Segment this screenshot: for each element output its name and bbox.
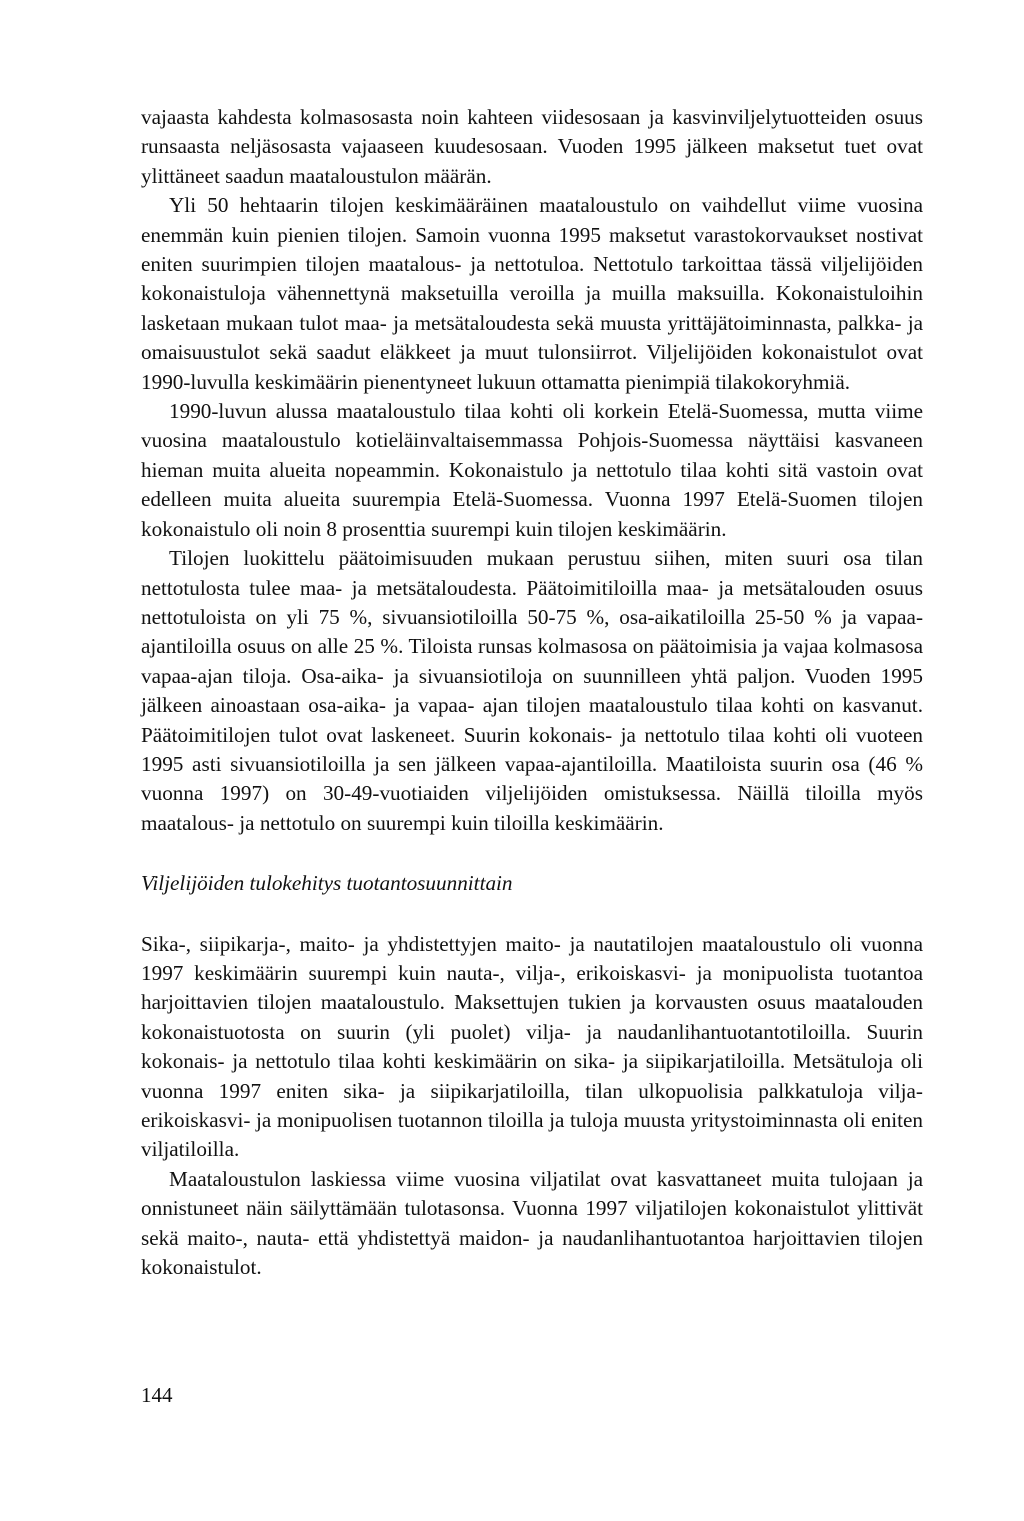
paragraph-classification: Tilojen luokittelu päätoimisuuden mukaan perustuu siihen, miten suuri osa tilan nettotulosta tulee maa- ja metsätaloudesta. Päätoimitiloilla maa- ja metsätalouden osuus nettotuloista on yli 75 %, sivuansiotiloilla 50-75 %, osa-aikatiloilla 25-50 % ja vapaa-ajantiloilla osuus on alle 25 %. Tiloista runsas kolmasosa on päätoimisia ja vajaa kolmasosa vapaa-ajan tiloja. Osa-aika- ja sivuansiotiloja on suunnilleen yhtä paljon. Vuoden 1995 jälkeen ainoastaan osa-aika- ja vapaa- ajan tilojen maataloustulo tilaa kohti on kasvanut. Päätoimitilojen tulot ovat laskeneet. Suurin kokonais- ja nettotulo tilaa kohti oli vuoteen 1995 asti sivuansiotiloilla ja sen jälkeen vapaa-ajantiloilla. Maatiloista suurin osa (46 % vuonna 1997) on 30-49-vuotiaiden viljelijöiden omistuksessa. Näillä tiloilla myös maatalous- ja nettotulo on suurempi kuin tiloilla keskimäärin. bbox=[141, 546, 923, 835]
paragraph-continuation: vajaasta kahdesta kolmasosasta noin kahteen viidesosaan ja kasvinviljelytuotteiden osuus runsaasta neljäsosasta vajaaseen kuudesosaan. Vuoden 1995 jälkeen maksetut tuet ovat ylittäneet saadun maataloustulon määrän. bbox=[141, 105, 923, 188]
body-text bbox=[141, 103, 923, 1282]
paragraph-grain-farms: Maataloustulon laskiessa viime vuosina viljatilat ovat kasvattaneet muita tulojaan ja onnistuneet näin säilyttämään tulotasonsa. Vuonna 1997 viljatilojen kokonaistulot ylittivät sekä maito-, nauta- että yhdistettyä maidon- ja naudanlihantuotantoa harjoittavien tilojen kokonaistulot. bbox=[141, 1166, 923, 1280]
paragraph-farm-size: Yli 50 hehtaarin tilojen keskimääräinen maataloustulo on vaihdellut viime vuosina enemmän kuin pienien tilojen. Samoin vuonna 1995 maksetut varastokorvaukset nostivat eniten suurimpien tilojen maatalous- ja nettotuloa. Nettotulo tarkoittaa tässä viljelijöiden kokonaistuloja vähennettynä maksetuilla veroilla ja muilla maksuilla. Kokonaistuloihin lasketaan mukaan tulot maa- ja metsätaloudesta sekä muusta yrittäjätoiminnasta, palkka- ja omaisuustulot sekä saadut eläkkeet ja muut tulonsiirrot. Viljelijöiden kokonaistulot ovat 1990-luvulla keskimäärin pienentyneet lukuun ottamatta pienimpiä tilakokoryhmiä. bbox=[141, 193, 923, 394]
paragraph-production-types: Sika-, siipikarja-, maito- ja yhdistettyjen maito- ja nautatilojen maataloustulo oli vuonna 1997 keskimäärin suurempi kuin nauta-, vilja-, erikoiskasvi- ja monipuolista tuotantoa harjoittavien tilojen maataloustulo. Maksettujen tukien ja korvausten osuus maatalouden kokonaistuotosta on suurin (yli puolet) vilja- ja naudanlihantuotantotiloilla. Suurin kokonais- ja nettotulo tilaa kohti keskimäärin on sika- ja siipikarjatiloilla. Metsätuloja oli vuonna 1997 eniten sika- ja siipikarjatiloilla, tilan ulkopuolisia palkkatuloja vilja- erikoiskasvi- ja monipuolisen tuotannon tiloilla ja tuloja muusta yritystoiminnasta oli eniten viljatiloilla. bbox=[141, 931, 923, 1162]
page-number: 144 bbox=[141, 1383, 173, 1407]
paragraph-regions: 1990-luvun alussa maataloustulo tilaa kohti oli korkein Etelä-Suomessa, mutta viime vuosina maataloustulo kotieläinvaltaisemmassa Pohjois-Suomessa näyttäisi kasvaneen hieman muita alueita nopeammin. Kokonaistulo ja nettotulo tilaa kohti sitä vastoin ovat edelleen muita alueita suurempia Etelä-Suomessa. Vuonna 1997 Etelä-Suomen tilojen kokonaistulo oli noin 8 prosenttia suurempi kuin tilojen keskimäärin. bbox=[141, 399, 923, 541]
section-heading: Viljelijöiden tulokehitys tuotantosuunnittain bbox=[141, 871, 513, 896]
